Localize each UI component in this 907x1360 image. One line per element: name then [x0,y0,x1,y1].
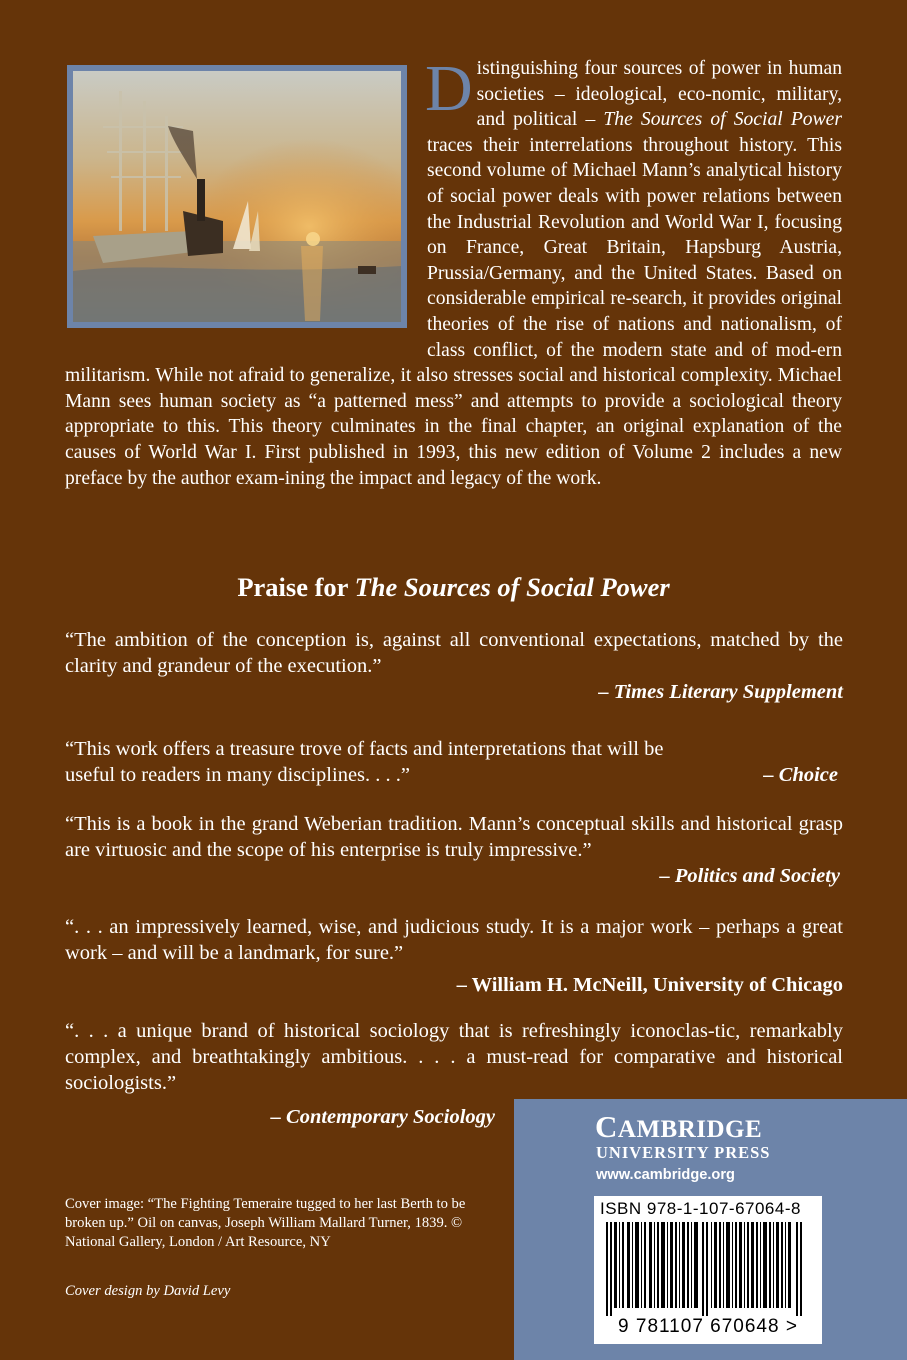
blurb-text-part2: traces their interrelations throughout history. This second volume of Michael Mann’s analytical history of social power deals with power relations between the Industrial Revolution and World War I, focusing on France, Great Britain, Hapsburg Austria, Prussia/Germany, and the United States. Based on considerable empirical re-search, it provides original theories of the rise of nations and nationalism, of class conflict, of the modern state and of mod-ern militarism. While not afraid to generalize, it also stresses social and historical complexity. Michael Mann sees human society as “a patterned mess” and attempts to provide a sociological theory appropriate to this. This theory culminates in the final chapter, an original explanation of the causes of World War I. First published in 1993, this new edition of Volume 2 includes a new preface by the author exam-ining the impact and legacy of the work. [65,134,842,489]
quote-source: – Politics and Society [659,865,840,887]
publisher-name: CAMBRIDGE [595,1109,763,1144]
publisher-url[interactable]: www.cambridge.org [596,1167,735,1183]
quote-source: – Choice [763,764,838,786]
publisher-subtitle: UNIVERSITY PRESS [596,1143,771,1162]
publisher-panel [514,1099,907,1360]
quote-source: – Times Literary Supplement [598,681,843,703]
isbn-barcode [594,1196,822,1344]
praise-quote [65,811,843,887]
praise-heading: Praise for The Sources of Social Power [237,572,670,602]
praise-quote [65,627,843,705]
isbn-label: ISBN 978-1-107-67064-8 [600,1199,801,1218]
barcode-icon [604,1222,812,1316]
blurb-text-part1: istinguishing four sources of power in human societies – ideological, eco-nomic, military, and political – [476,58,842,131]
praise-quote [65,914,843,998]
cover-image-credit: Cover image: “The Fighting Temeraire tugged to her last Berth to be broken up.” Oil on canvas, Joseph William Mallard Turner, 1839. © National Gallery, London / Art Resource, NY [65,1196,466,1250]
blurb-book-title: The Sources of Social Power [603,109,842,131]
quote-source: – Contemporary Sociology [270,1106,495,1128]
dropcap-letter: D [425,52,473,125]
quote-text: “The ambition of the conception is, against all conventional expectations, matched by the clarity and grandeur of the execution.” [65,629,843,677]
praise-quote [65,736,843,788]
quote-text: “. . . a unique brand of historical sociology that is refreshingly iconoclas-tic, remarkably complex, and breathtakingly ambitious. . . . a must-read for comparative and historical sociologists.” [65,1020,843,1094]
barcode-digits: 9 781107 670648 > [618,1316,798,1337]
quote-text: “This work offers a treasure trove of facts and interpretations that will be useful to readers in many disciplines. . . .” [65,738,664,786]
cover-design-credit: Cover design by David Levy [65,1283,231,1299]
quote-text: “. . . an impressively learned, wise, and judicious study. It is a major work – perhaps a great work – and will be a landmark, for sure.” [65,916,843,964]
quote-source: – William H. McNeill, University of Chicago [456,974,843,996]
quote-text: “This is a book in the grand Weberian tradition. Mann’s conceptual skills and historical grasp are virtuosic and the scope of his enterprise is truly impressive.” [65,813,843,861]
description-blurb [65,52,842,491]
